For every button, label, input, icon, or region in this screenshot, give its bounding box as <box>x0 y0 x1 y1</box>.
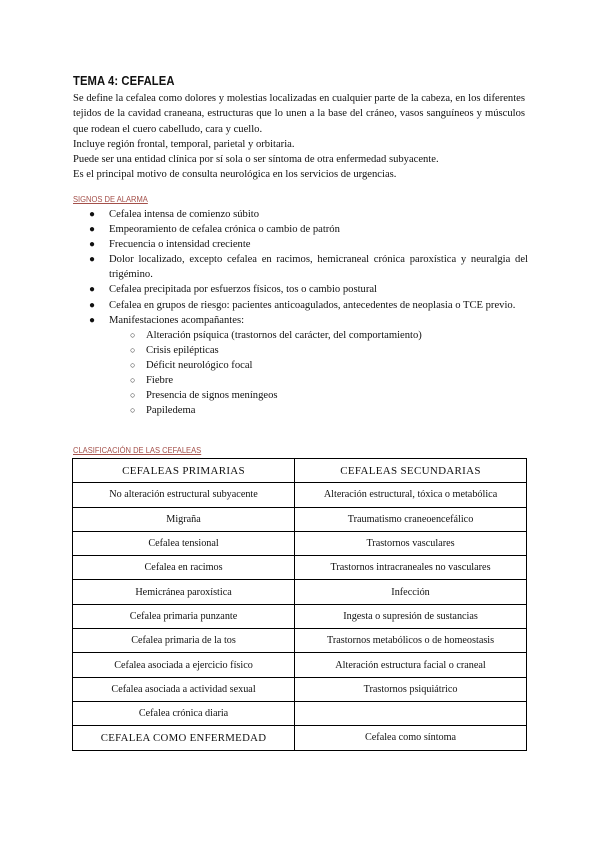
table-row <box>73 483 527 507</box>
table-cell: Cefalea como síntoma <box>295 726 527 750</box>
intro-paragraph-definition: Se define la cefalea como dolores y molestias localizadas en cualquier parte de la cabeza, en los diferentes tejidos de la cavidad craneana, estructuras que lo unen a la base del cráneo, vasos sanguíneos y músculos que rodean el cuero cabelludo, cara y cuello. <box>73 93 525 135</box>
circle-bullet-icon: ○ <box>130 329 136 340</box>
table-cell: Traumatismo craneoencefálico <box>295 507 527 531</box>
sub-list-item: ○ Déficit neurológico focal <box>109 358 528 373</box>
table-cell: Cefalea en racimos <box>73 556 295 580</box>
table-row <box>73 580 527 604</box>
table-cell: Cefalea primaria punzante <box>73 604 295 628</box>
table-cell: Cefalea primaria de la tos <box>73 629 295 653</box>
bullet-icon: ● <box>89 254 96 266</box>
circle-bullet-icon: ○ <box>130 405 136 416</box>
list-item: ● Manifestaciones acompañantes: ○ Alteración psíquica (trastornos del carácter, del comportamiento) ○ Crisis epilépticas ○ Déficit neurológico focal ○ Fiebre ○ Presencia de signos meníngeos ○ Papiledema <box>73 313 528 419</box>
sub-list-item: ○ Alteración psíquica (trastornos del carácter, del comportamiento) <box>109 328 528 343</box>
intro-paragraph-entity: Puede ser una entidad clínica por sí sola o ser síntoma de otra enfermedad subyacente. <box>73 154 439 166</box>
table-cell: Cefalea asociada a actividad sexual <box>73 677 295 701</box>
clasificacion-table <box>72 458 527 751</box>
table-row <box>73 604 527 628</box>
bullet-icon: ● <box>89 314 96 326</box>
intro-section <box>73 91 525 183</box>
bullet-icon: ● <box>89 224 96 236</box>
table-cell <box>295 701 527 725</box>
bullet-icon: ● <box>89 209 96 220</box>
table-row <box>73 556 527 580</box>
circle-bullet-icon: ○ <box>130 344 136 355</box>
table-row <box>73 677 527 701</box>
table-cell: Trastornos psiquiátrico <box>295 677 527 701</box>
sub-list-item: ○ Papiledema <box>109 403 528 418</box>
table-row <box>73 726 527 750</box>
list-item: ● Empeoramiento de cefalea crónica o cambio de patrón <box>73 222 528 237</box>
table-cell: No alteración estructural subyacente <box>73 483 295 507</box>
circle-bullet-icon: ○ <box>130 375 136 386</box>
table-cell: Alteración estructural, tóxica o metabólica <box>295 483 527 507</box>
bullet-icon: ● <box>89 239 96 251</box>
table-cell: CEFALEA COMO ENFERMEDAD <box>73 726 295 750</box>
table-row <box>73 653 527 677</box>
table-row <box>73 531 527 555</box>
list-item: ● Frecuencia o intensidad creciente <box>73 237 528 252</box>
table-row <box>73 507 527 531</box>
circle-bullet-icon: ○ <box>130 390 136 401</box>
table-cell: Migraña <box>73 507 295 531</box>
page-title: TEMA 4: CEFALEA <box>73 74 175 88</box>
table-cell: Trastornos metabólicos o de homeostasis <box>295 629 527 653</box>
table-cell: Alteración estructura facial o craneal <box>295 653 527 677</box>
list-item: ● Cefalea precipitada por esfuerzos físicos, tos o cambio postural <box>73 282 528 297</box>
bullet-icon: ● <box>89 284 96 296</box>
column-header-primarias: CEFALEAS PRIMARIAS <box>73 459 295 483</box>
intro-paragraph-regions: Incluye región frontal, temporal, parietal y orbitaria. <box>73 138 295 150</box>
list-item: ● Cefalea en grupos de riesgo: pacientes anticoagulados, antecedentes de neoplasia o TCE previo. <box>73 298 528 313</box>
table-cell: Infección <box>295 580 527 604</box>
table-cell: Cefalea asociada a ejercicio físico <box>73 653 295 677</box>
sub-list-item: ○ Fiebre <box>109 373 528 388</box>
table-cell: Ingesta o supresión de sustancias <box>295 604 527 628</box>
list-item: ● Cefalea intensa de comienzo súbito <box>73 207 528 222</box>
sub-list-item: ○ Crisis epilépticas <box>109 343 528 358</box>
table-cell: Hemicránea paroxística <box>73 580 295 604</box>
circle-bullet-icon: ○ <box>130 359 136 370</box>
signos-list <box>73 207 528 418</box>
manifestaciones-sublist <box>109 328 528 419</box>
signos-heading: SIGNOS DE ALARMA <box>73 194 148 204</box>
list-item: ● Dolor localizado, excepto cefalea en racimos, hemicraneal crónica paroxística y neuralgia del trigémino. <box>89 254 528 281</box>
table-row <box>73 629 527 653</box>
table-cell: Trastornos vasculares <box>295 531 527 555</box>
table-cell: Cefalea tensional <box>73 531 295 555</box>
sub-list-item: ○ Presencia de signos meníngeos <box>109 388 528 403</box>
table-row <box>73 701 527 725</box>
table-cell: Cefalea crónica diaria <box>73 701 295 725</box>
table-header-row <box>73 459 527 483</box>
table-cell: Trastornos intracraneales no vasculares <box>295 556 527 580</box>
bullet-icon: ● <box>89 299 96 311</box>
clasificacion-heading: CLASIFICACIÓN DE LAS CEFALEAS <box>73 445 202 455</box>
column-header-secundarias: CEFALEAS SECUNDARIAS <box>295 459 527 483</box>
intro-paragraph-consulta: Es el principal motivo de consulta neurológica en los servicios de urgencias. <box>73 169 397 181</box>
